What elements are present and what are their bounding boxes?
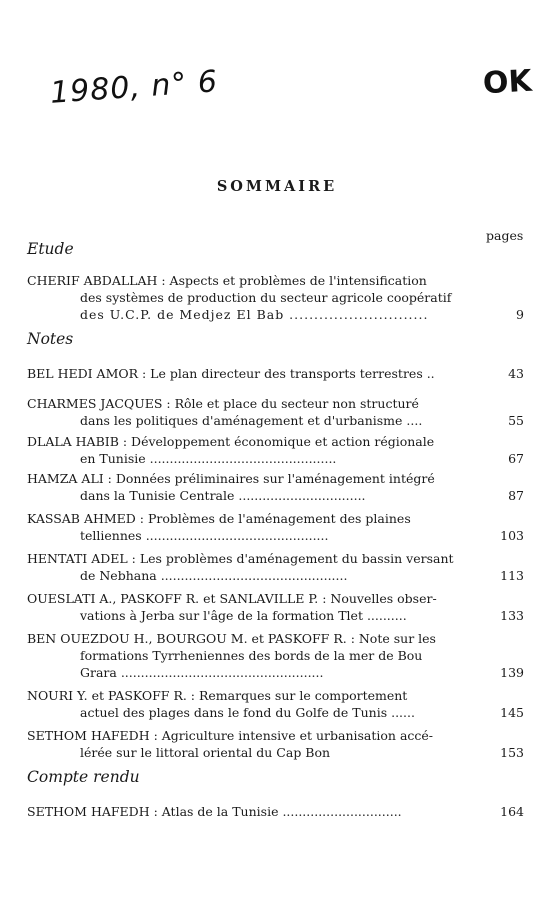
- toc-page-number: 67: [508, 451, 524, 466]
- section-heading-notes: Notes: [27, 330, 74, 348]
- toc-entry-line: telliennes ..............................................: [80, 528, 329, 543]
- toc-page-number: 103: [500, 528, 524, 543]
- toc-entry-line: BEL HEDI AMOR : Le plan directeur des transports terrestres ..: [27, 366, 435, 381]
- toc-page-number: 55: [508, 413, 524, 428]
- toc-page-number: 164: [500, 804, 524, 819]
- toc-page-number: 133: [500, 608, 524, 623]
- toc-page-number: 87: [508, 488, 524, 503]
- toc-entry-line: SETHOM HAFEDH : Agriculture intensive et urbanisation accé-: [27, 728, 434, 743]
- toc-entry-line: SETHOM HAFEDH : Atlas de la Tunisie ..............................: [27, 804, 402, 819]
- toc-page-number: 113: [500, 568, 524, 583]
- toc-entry-line: Grara ...................................................: [80, 665, 324, 680]
- toc-entry: [27, 470, 524, 504]
- section-heading-etude: Etude: [27, 240, 74, 258]
- toc-entry: [27, 365, 524, 382]
- toc-entry: [27, 727, 524, 761]
- toc-entry-line: vations à Jerba sur l'âge de la formation Tlet ..........: [80, 608, 407, 623]
- toc-entry-line: dans les politiques d'aménagement et d'urbanisme ....: [80, 413, 423, 428]
- handwritten-ok-mark: OK: [482, 63, 533, 102]
- pages-column-label: pages: [486, 228, 524, 243]
- toc-entry-line: NOURI Y. et PASKOFF R. : Remarques sur le comportement: [27, 688, 408, 703]
- toc-entry: [27, 687, 524, 721]
- toc-entry-line: CHERIF ABDALLAH : Aspects et problèmes de l'intensification: [27, 273, 427, 288]
- toc-entry-line: DLALA HABIB : Développement économique et action régionale: [27, 434, 435, 449]
- section-heading-compte-rendu: Compte rendu: [27, 768, 140, 786]
- toc-entry-line: HAMZA ALI : Données préliminaires sur l'aménagement intégré: [27, 471, 435, 486]
- toc-entry-line: de Nebhana ...............................................: [80, 568, 348, 583]
- toc-page-number: 9: [516, 307, 524, 322]
- toc-entry-line: lérée sur le littoral oriental du Cap Bon: [80, 745, 331, 760]
- toc-entry-line: BEN OUEZDOU H., BOURGOU M. et PASKOFF R. : Note sur les: [27, 631, 436, 646]
- toc-entry-line: en Tunisie ...............................................: [80, 451, 337, 466]
- toc-entry: [27, 590, 524, 624]
- toc-entry-line: des systèmes de production du secteur agricole coopératif: [80, 290, 452, 305]
- toc-page-number: 43: [508, 366, 524, 381]
- toc-entry-line: CHARMES JACQUES : Rôle et place du secteur non structuré: [27, 396, 419, 411]
- toc-entry-line: KASSAB AHMED : Problèmes de l'aménagement des plaines: [27, 511, 411, 526]
- handwritten-issue-note: 1980, n° 6: [48, 64, 220, 111]
- toc-entry-line: actuel des plages dans le fond du Golfe de Tunis ......: [80, 705, 415, 720]
- toc-entry: [27, 395, 524, 429]
- page-title: SOMMAIRE: [216, 178, 338, 195]
- toc-entry-line: formations Tyrrheniennes des bords de la mer de Bou: [80, 648, 423, 663]
- toc-entry-line: OUESLATI A., PASKOFF R. et SANLAVILLE P. : Nouvelles obser-: [27, 591, 437, 606]
- toc-page-number: 139: [500, 665, 524, 680]
- toc-entry: [27, 433, 524, 467]
- toc-entry-line: HENTATI ADEL : Les problèmes d'aménagement du bassin versant: [27, 551, 454, 566]
- toc-entry: [27, 272, 524, 323]
- toc-entry-line: des U.C.P. de Medjez El Bab ............................: [80, 307, 429, 322]
- toc-entry: [27, 803, 524, 820]
- toc-entry: [27, 510, 524, 544]
- toc-entry: [27, 550, 524, 584]
- toc-entry: [27, 630, 524, 681]
- toc-page-number: 153: [500, 745, 524, 760]
- toc-page-number: 145: [500, 705, 524, 720]
- toc-entry-line: dans la Tunisie Centrale ................................: [80, 488, 366, 503]
